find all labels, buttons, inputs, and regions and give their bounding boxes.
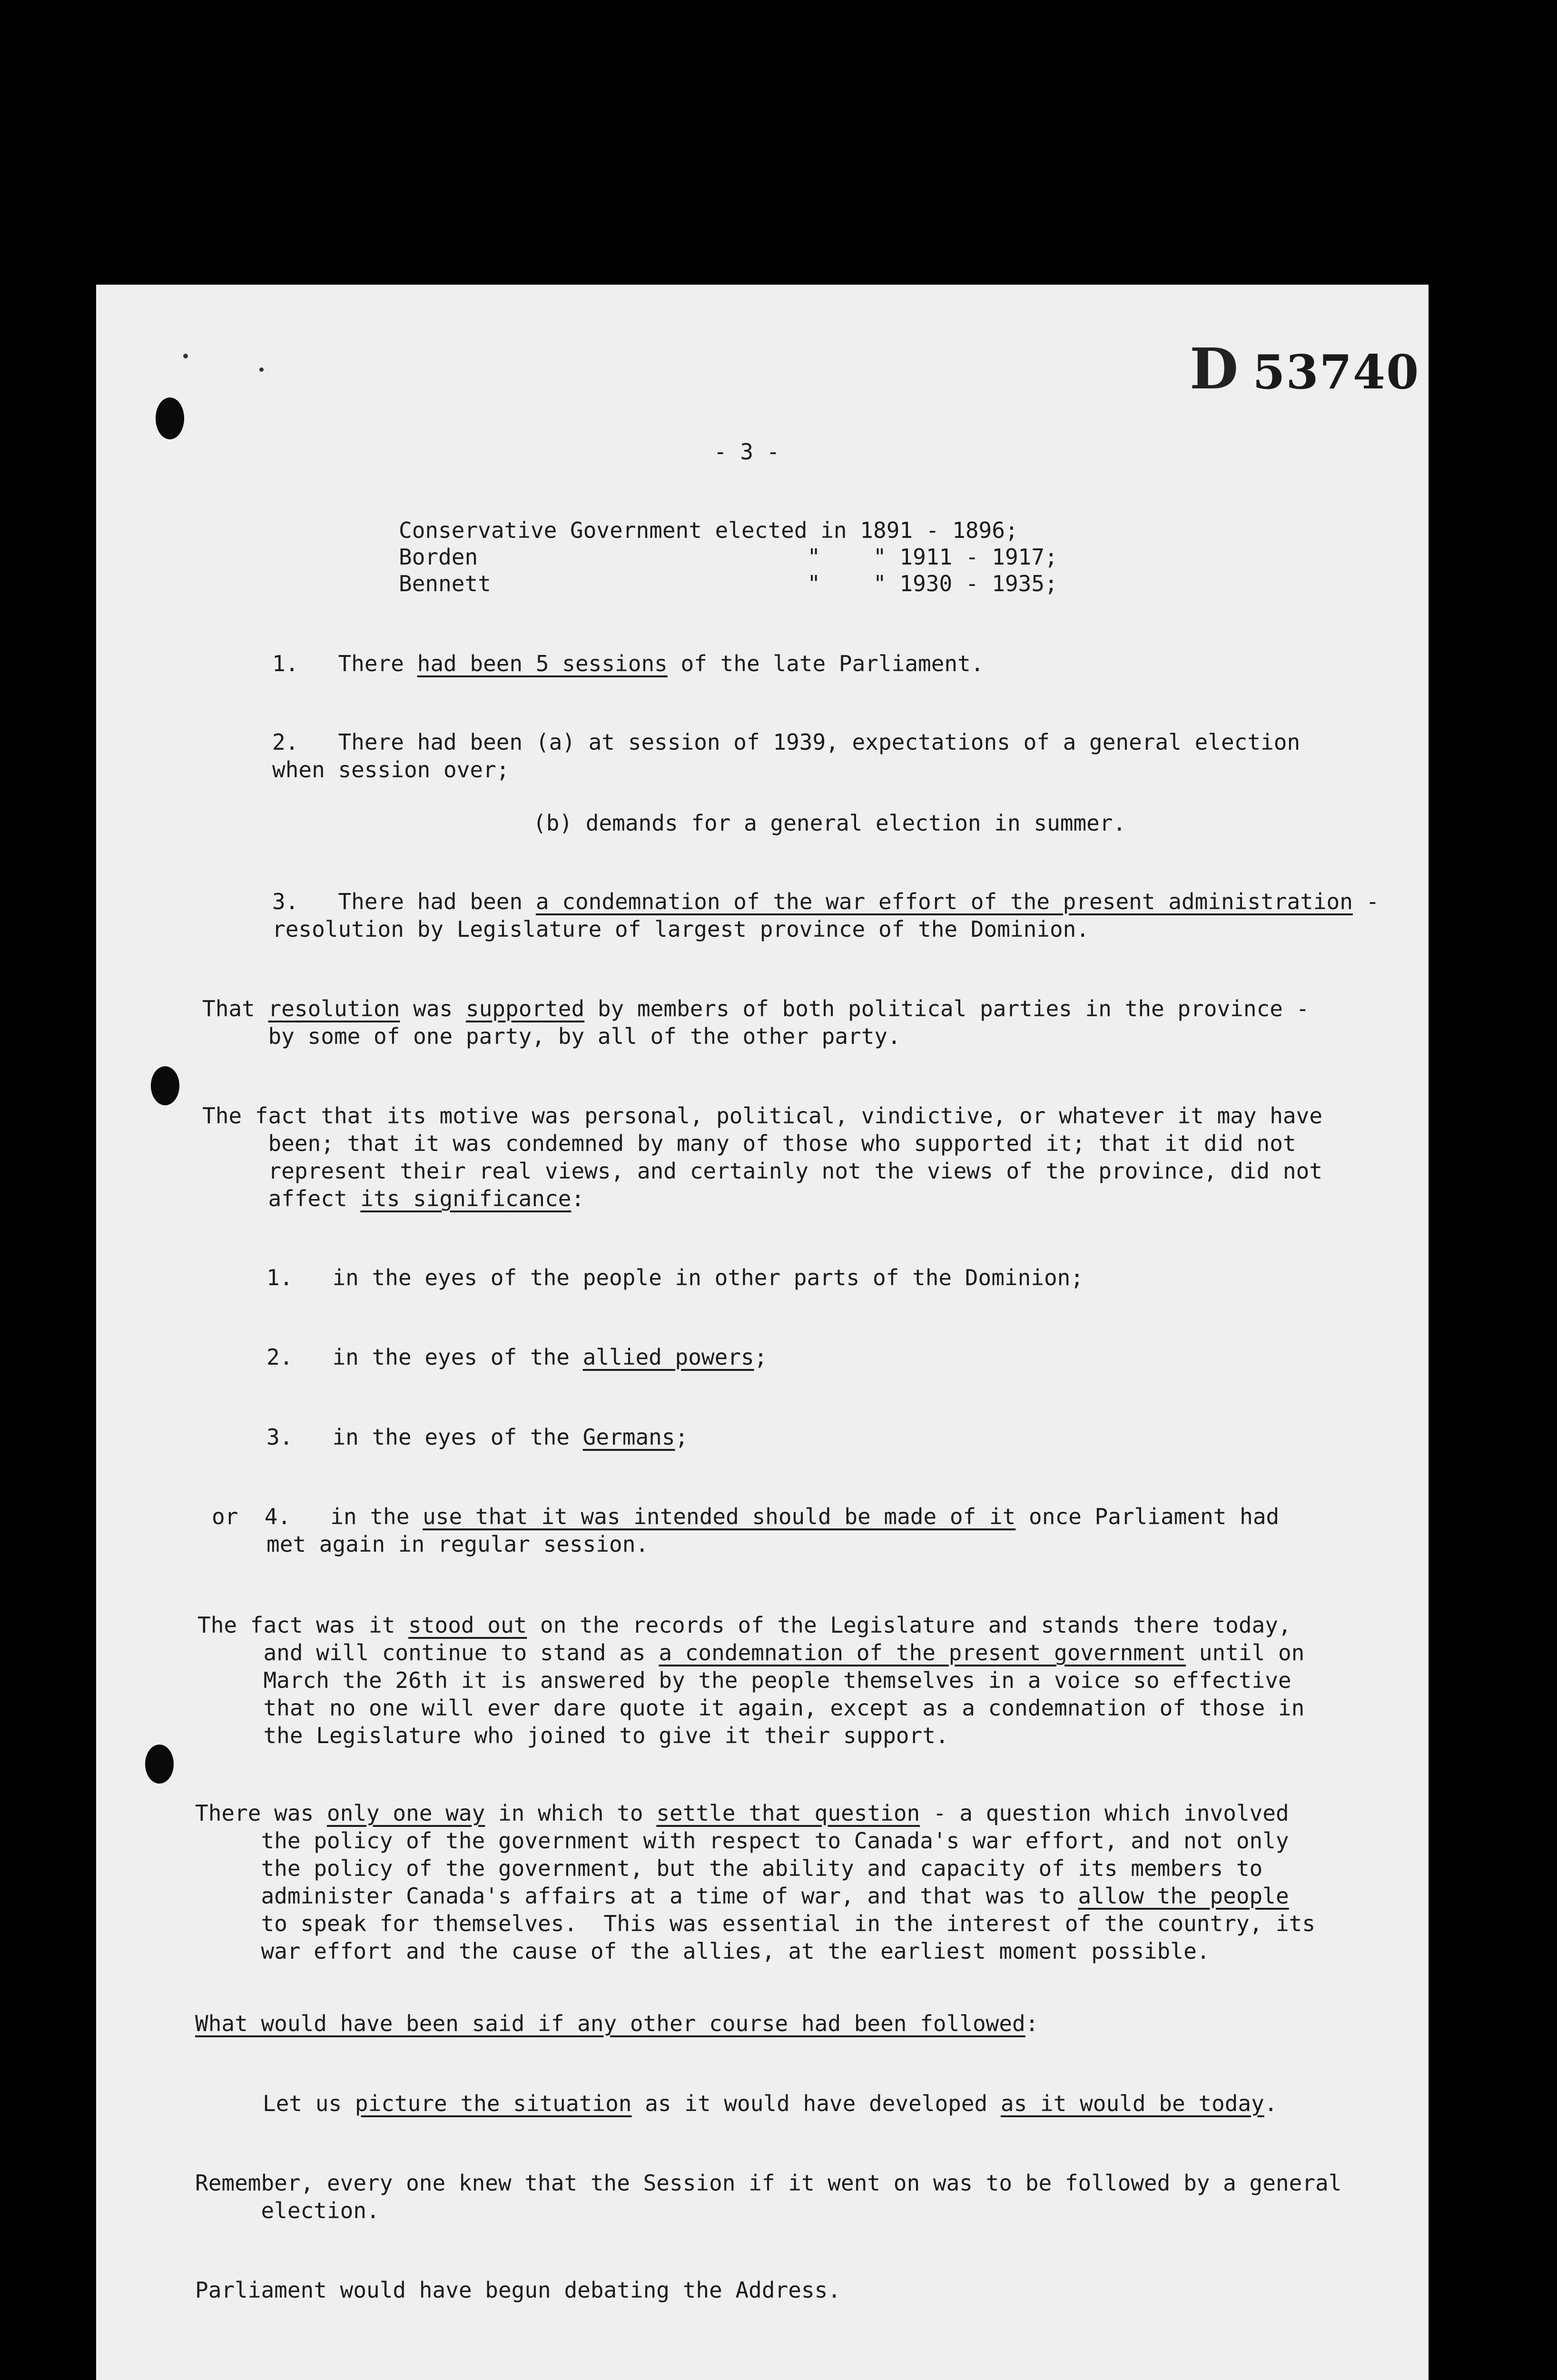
text: - a question which involved xyxy=(920,1800,1289,1826)
underlined-text: only one way xyxy=(326,1800,485,1826)
resolution-line-2: by some of one party, by all of the other party. xyxy=(202,1023,901,1049)
underlined-text: a condemnation of the war effort of the present administration xyxy=(535,889,1353,914)
one-way-line-5: to speak for themselves. This was essential in the interest of the country, its xyxy=(195,1911,1316,1936)
text: . xyxy=(1264,2091,1278,2116)
underlined-text: use that it was intended should be made of it xyxy=(423,1504,1016,1529)
text: The fact was it xyxy=(197,1612,409,1638)
underlined-text: settle that question xyxy=(656,1800,920,1826)
page-number: - 3 - xyxy=(714,439,780,465)
one-way-line-6: war effort and the cause of the allies, at the earliest moment possible. xyxy=(195,1938,1210,1964)
underlined-text: What would have been said if any other course had been followed xyxy=(195,2011,1025,2036)
one-way-line-2: the policy of the government with respect to Canada's war effort, and not only xyxy=(195,1828,1289,1854)
text: 3. in the eyes of the xyxy=(266,1424,583,1450)
text: That xyxy=(202,996,268,1021)
text: 1. There xyxy=(272,651,417,676)
stood-out-line-1 xyxy=(197,1611,1291,1639)
list-item-2 xyxy=(266,1343,767,1371)
parliament-line: Parliament would have begun debating the Address. xyxy=(195,2277,841,2303)
motive-line-4 xyxy=(202,1185,584,1212)
text: in which to xyxy=(485,1800,657,1826)
list-item-4 xyxy=(212,1503,1279,1530)
elections-line-2: Borden " " 1911 - 1917; xyxy=(399,544,1058,570)
list-item-1: 1. in the eyes of the people in other parts of the Dominion; xyxy=(266,1265,1084,1290)
stood-out-line-5: the Legislature who joined to give it their support. xyxy=(197,1723,949,1748)
document-number xyxy=(1190,336,1419,402)
text: : xyxy=(1025,2011,1039,2036)
text: was xyxy=(400,996,466,1021)
elections-line-1: Conservative Government elected in 1891 - 1896; xyxy=(399,517,1018,543)
one-way-line-4 xyxy=(195,1882,1289,1910)
stood-out-line-4: that no one will ever dare quote it again, except as a condemnation of those in xyxy=(197,1695,1305,1721)
text: once Parliament had xyxy=(1015,1504,1280,1529)
underlined-text: Germans xyxy=(582,1424,675,1450)
document-page xyxy=(96,285,1429,2380)
point-2b: (b) demands for a general election in summer. xyxy=(533,810,1126,836)
text: of the late Parliament. xyxy=(667,651,984,676)
doc-number-value: 53740 xyxy=(1252,345,1420,400)
underlined-text: allow the people xyxy=(1078,1883,1289,1909)
text: 2. in the eyes of the xyxy=(266,1344,583,1370)
text: - xyxy=(1352,889,1380,914)
stood-out-line-3: March the 26th it is answered by the people themselves in a voice so effective xyxy=(197,1667,1291,1693)
underlined-text: stood out xyxy=(408,1612,527,1638)
text: 3. There had been xyxy=(272,889,536,914)
picture-situation xyxy=(263,2090,1278,2117)
underlined-text: supported xyxy=(465,996,585,1021)
text: until on xyxy=(1186,1640,1305,1666)
text: ; xyxy=(754,1344,768,1370)
text: : xyxy=(571,1186,585,1211)
text: on the records of the Legislature and stands there today, xyxy=(527,1612,1291,1638)
point-3-line-1 xyxy=(272,888,1379,915)
underlined-text: picture the situation xyxy=(355,2091,632,2116)
speck xyxy=(183,354,188,358)
doc-prefix: D xyxy=(1190,336,1239,402)
other-course-heading xyxy=(195,2010,1038,2037)
resolution-line-1 xyxy=(202,995,1309,1022)
text: by members of both political parties in the province - xyxy=(584,996,1310,1021)
text: affect xyxy=(202,1186,361,1211)
underlined-text: allied powers xyxy=(582,1344,754,1370)
punch-hole xyxy=(145,1745,174,1784)
elections-line-3: Bennett " " 1930 - 1935; xyxy=(399,571,1058,596)
underlined-text: resolution xyxy=(268,996,400,1021)
motive-line-2: been; that it was condemned by many of those who supported it; that it did not xyxy=(202,1130,1296,1156)
punch-hole xyxy=(156,397,184,439)
remember-line-2: election. xyxy=(195,2198,380,2223)
point-2-line-1: 2. There had been (a) at session of 1939, expectations of a general election xyxy=(272,729,1301,755)
underlined-text: its significance xyxy=(360,1186,572,1211)
text: or 4. in the xyxy=(212,1504,423,1529)
point-2-line-2: when session over; xyxy=(272,757,510,783)
text: and will continue to stand as xyxy=(197,1640,659,1666)
one-way-line-3: the policy of the government, but the ability and capacity of its members to xyxy=(195,1855,1263,1881)
list-item-3 xyxy=(266,1423,688,1451)
motive-line-3: represent their real views, and certainly not the views of the province, did not xyxy=(202,1158,1323,1184)
text: administer Canada's affairs at a time of war, and that was to xyxy=(195,1883,1078,1909)
list-item-4-line-2: met again in regular session. xyxy=(266,1531,649,1557)
speck xyxy=(259,367,264,372)
text: There was xyxy=(195,1800,327,1826)
stood-out-line-2 xyxy=(197,1639,1304,1666)
one-way-line-1 xyxy=(195,1799,1289,1827)
point-1 xyxy=(272,650,984,677)
underlined-text: a condemnation of the present government xyxy=(659,1640,1186,1666)
text: Let us xyxy=(263,2091,355,2116)
text: ; xyxy=(675,1424,689,1450)
point-3-line-2: resolution by Legislature of largest province of the Dominion. xyxy=(272,916,1090,942)
motive-line-1: The fact that its motive was personal, political, vindictive, or whatever it may have xyxy=(202,1103,1323,1129)
underlined-text: as it would be today xyxy=(1000,2091,1264,2116)
underlined-text: had been 5 sessions xyxy=(417,651,668,676)
text: as it would have developed xyxy=(631,2091,1001,2116)
punch-hole xyxy=(151,1066,179,1105)
remember-line-1: Remember, every one knew that the Session if it went on was to be followed by a general xyxy=(195,2170,1342,2196)
